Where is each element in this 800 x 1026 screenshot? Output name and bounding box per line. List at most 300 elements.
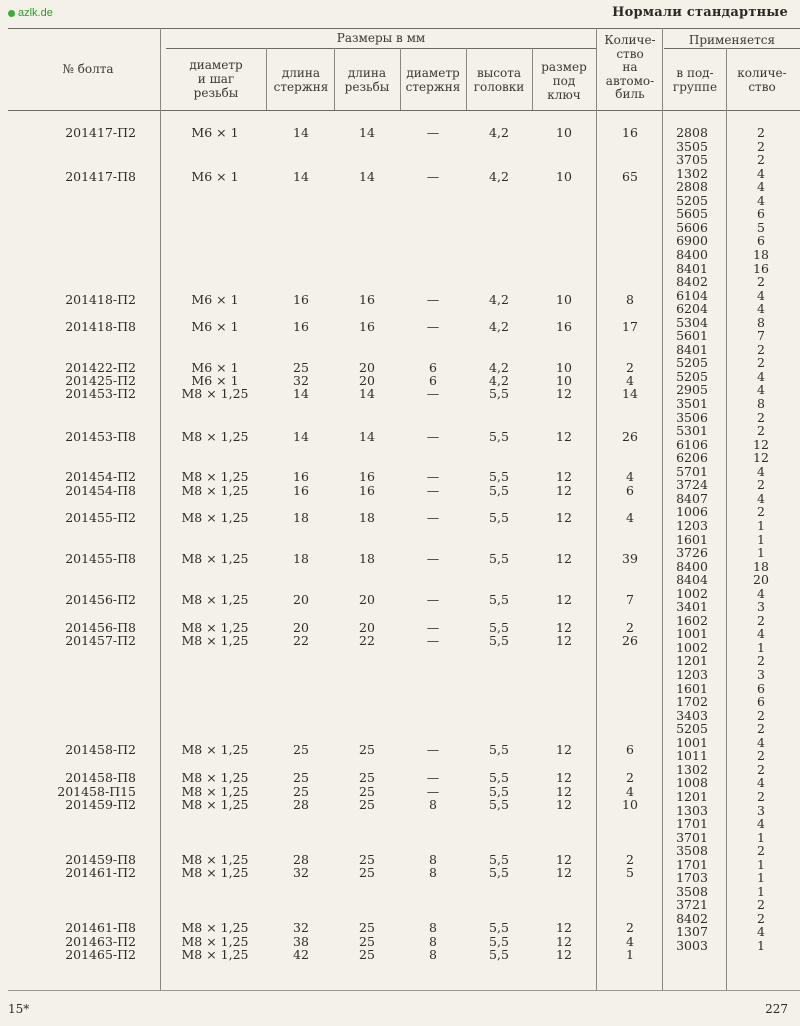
bolt-number: 201461-П8 bbox=[65, 920, 136, 935]
shank-diameter: 8 bbox=[429, 947, 437, 962]
shank-length: 14 bbox=[293, 429, 309, 444]
qty-per-car: 2 bbox=[626, 920, 634, 935]
thread-size: М8 × 1,25 bbox=[181, 770, 249, 785]
header-line: количе- bbox=[737, 66, 787, 80]
subgroup-code: 1006 bbox=[676, 504, 708, 520]
subgroup-quantity: 16 bbox=[753, 260, 769, 276]
header-line: ключ bbox=[547, 88, 581, 102]
header-line: и шаг bbox=[197, 72, 235, 86]
qty-per-car: 6 bbox=[626, 483, 634, 498]
column-divider bbox=[266, 48, 267, 110]
subgroup-code: 3721 bbox=[676, 897, 708, 913]
thread-size: М8 × 1,25 bbox=[181, 551, 249, 566]
subgroup-quantity: 4 bbox=[757, 734, 765, 750]
subgroup-quantity: 2 bbox=[757, 897, 765, 913]
bolt-number: 201461-П2 bbox=[65, 865, 136, 880]
shank-length: 18 bbox=[293, 551, 309, 566]
shank-length: 28 bbox=[293, 797, 309, 812]
subgroup-quantity: 4 bbox=[757, 165, 765, 181]
subgroup-quantity: 2 bbox=[757, 355, 765, 371]
subgroup-quantity: 1 bbox=[757, 517, 765, 533]
bolt-number: 201417-П8 bbox=[65, 169, 136, 184]
subgroup-code: 1203 bbox=[676, 517, 708, 533]
subgroup-code: 3508 bbox=[676, 883, 708, 899]
subgroup-quantity: 2 bbox=[757, 707, 765, 723]
header-thread-length bbox=[334, 66, 400, 94]
header-line: на bbox=[622, 60, 638, 74]
header-line: стержня bbox=[273, 80, 329, 94]
subgroup-code: 8401 bbox=[676, 341, 708, 357]
subgroup-quantity: 3 bbox=[757, 599, 765, 615]
head-height: 5,5 bbox=[489, 386, 509, 401]
subgroup-quantity: 8 bbox=[757, 396, 765, 411]
subgroup-quantity: 2 bbox=[757, 788, 765, 804]
shank-diameter: 8 bbox=[429, 865, 437, 880]
bolt-number: 201454-П2 bbox=[65, 469, 136, 484]
header-line: головки bbox=[473, 80, 525, 94]
shank-length: 18 bbox=[293, 510, 309, 525]
key-size: 12 bbox=[556, 852, 572, 867]
bolt-number: 201455-П2 bbox=[65, 510, 136, 525]
bolt-number: 201417-П2 bbox=[65, 125, 136, 140]
subgroup-quantity: 8 bbox=[757, 314, 765, 330]
thread-size: М6 × 1 bbox=[191, 319, 239, 334]
thread-size: М6 × 1 bbox=[191, 292, 239, 307]
subgroup-quantity: 6 bbox=[757, 694, 765, 710]
subgroup-code: 1302 bbox=[676, 165, 708, 181]
shank-length: 20 bbox=[293, 620, 309, 635]
qty-per-car: 17 bbox=[622, 319, 638, 334]
head-height: 5,5 bbox=[489, 620, 509, 635]
subgroup-quantity: 12 bbox=[753, 450, 769, 466]
thread-size: М6 × 1 bbox=[191, 360, 239, 375]
shank-diameter: — bbox=[426, 592, 440, 607]
subgroup-quantity: 2 bbox=[757, 748, 765, 764]
page-number: 227 bbox=[765, 1002, 788, 1016]
bolt-number: 201458-П15 bbox=[57, 784, 136, 799]
subgroup-quantity: 5 bbox=[757, 219, 765, 235]
thread-length: 25 bbox=[359, 742, 375, 757]
shank-diameter: — bbox=[426, 742, 440, 757]
qty-per-car: 26 bbox=[622, 633, 638, 648]
subgroup-quantity: 4 bbox=[757, 924, 765, 940]
thread-size: М8 × 1,25 bbox=[181, 510, 249, 525]
thread-size: М6 × 1 bbox=[191, 373, 239, 388]
qty-per-car: 2 bbox=[626, 360, 634, 375]
header-line: группе bbox=[672, 80, 718, 94]
subgroup-code: 1001 bbox=[676, 626, 708, 642]
qty-per-car: 2 bbox=[626, 770, 634, 785]
subgroup-quantity: 1 bbox=[757, 545, 765, 561]
bolt-number: 201458-П2 bbox=[65, 742, 136, 757]
thread-size: М8 × 1,25 bbox=[181, 920, 249, 935]
thread-size: М8 × 1,25 bbox=[181, 469, 249, 484]
shank-diameter: — bbox=[426, 429, 440, 444]
subgroup-quantity: 2 bbox=[757, 341, 765, 357]
subgroup-code: 8400 bbox=[676, 246, 708, 262]
subgroup-code: 3401 bbox=[676, 599, 708, 615]
thread-length: 18 bbox=[359, 551, 375, 566]
header-shank-length bbox=[268, 66, 334, 94]
thread-length: 18 bbox=[359, 510, 375, 525]
subgroup-code: 1303 bbox=[676, 802, 708, 818]
header-line: размер bbox=[541, 60, 587, 74]
subgroup-code: 1702 bbox=[676, 694, 708, 710]
header-line: биль bbox=[615, 87, 645, 101]
subgroup-code: 3726 bbox=[676, 545, 708, 561]
shank-length: 42 bbox=[293, 947, 309, 962]
shank-diameter: 8 bbox=[429, 934, 437, 949]
key-size: 12 bbox=[556, 510, 572, 525]
shank-length: 38 bbox=[293, 934, 309, 949]
shank-diameter: 6 bbox=[429, 360, 437, 375]
key-size: 12 bbox=[556, 784, 572, 799]
shank-length: 25 bbox=[293, 742, 309, 757]
qty-per-car: 7 bbox=[626, 592, 634, 607]
subgroup-code: 5205 bbox=[676, 355, 708, 371]
shank-length: 32 bbox=[293, 865, 309, 880]
header-qty-per-car bbox=[598, 34, 662, 102]
header-line: ство bbox=[616, 46, 644, 61]
thread-size: М8 × 1,25 bbox=[181, 797, 249, 812]
shank-diameter: — bbox=[426, 292, 440, 307]
subgroup-code: 8407 bbox=[676, 490, 708, 506]
subgroup-quantity: 6 bbox=[757, 206, 765, 222]
bolt-number: 201457-П2 bbox=[65, 633, 136, 648]
thread-size: М8 × 1,25 bbox=[181, 852, 249, 867]
shank-length: 28 bbox=[293, 852, 309, 867]
thread-size: М6 × 1 bbox=[191, 125, 239, 140]
subgroup-code: 5605 bbox=[676, 206, 708, 222]
key-size: 12 bbox=[556, 797, 572, 812]
key-size: 12 bbox=[556, 920, 572, 935]
thread-length: 25 bbox=[359, 797, 375, 812]
key-size: 12 bbox=[556, 386, 572, 401]
qty-per-car: 16 bbox=[622, 125, 638, 140]
head-height: 5,5 bbox=[489, 742, 509, 757]
head-height: 4,2 bbox=[489, 319, 509, 334]
thread-size: М8 × 1,25 bbox=[181, 784, 249, 799]
shank-diameter: — bbox=[426, 633, 440, 648]
thread-length: 22 bbox=[359, 633, 375, 648]
subgroup-code: 6106 bbox=[676, 436, 708, 452]
page-title: Нормали стандартные bbox=[612, 5, 788, 20]
subgroup-code: 1602 bbox=[676, 612, 708, 628]
header-shank-diameter bbox=[400, 66, 466, 94]
header-in-subgroup bbox=[664, 66, 726, 94]
shank-diameter: — bbox=[426, 510, 440, 525]
qty-per-car: 14 bbox=[622, 386, 638, 401]
subgroup-quantity: 1 bbox=[757, 870, 765, 886]
bolt-number: 201458-П8 bbox=[65, 770, 136, 785]
key-size: 12 bbox=[556, 469, 572, 484]
subgroup-quantity: 1 bbox=[757, 639, 765, 655]
key-size: 12 bbox=[556, 947, 572, 962]
column-divider bbox=[160, 28, 161, 990]
key-size: 16 bbox=[556, 319, 572, 334]
subgroup-quantity: 2 bbox=[757, 910, 765, 926]
subgroup-code: 1001 bbox=[676, 734, 708, 750]
subgroup-quantity: 2 bbox=[757, 761, 765, 777]
subgroup-code: 8404 bbox=[676, 572, 708, 588]
thread-size: М8 × 1,25 bbox=[181, 386, 249, 401]
thread-length: 25 bbox=[359, 920, 375, 935]
subgroup-code: 2808 bbox=[676, 125, 708, 140]
subgroup-quantity: 2 bbox=[757, 152, 765, 168]
subgroup-code: 5304 bbox=[676, 314, 708, 330]
head-height: 4,2 bbox=[489, 360, 509, 375]
thread-length: 14 bbox=[359, 386, 375, 401]
header-line: автомо- bbox=[605, 73, 655, 88]
subgroup-quantity: 6 bbox=[757, 233, 765, 249]
thread-size: М8 × 1,25 bbox=[181, 483, 249, 498]
shank-diameter: — bbox=[426, 169, 440, 184]
qty-per-car: 2 bbox=[626, 620, 634, 635]
shank-diameter: 6 bbox=[429, 373, 437, 388]
table-top-border bbox=[8, 28, 800, 29]
key-size: 10 bbox=[556, 373, 572, 388]
qty-per-car: 4 bbox=[626, 934, 634, 949]
subgroup-code: 3501 bbox=[676, 396, 708, 411]
applied-group-divider bbox=[664, 48, 800, 49]
qty-per-car: 65 bbox=[622, 169, 638, 184]
header-line: длина bbox=[281, 66, 321, 80]
subgroup-quantity: 6 bbox=[757, 680, 765, 696]
thread-size: М8 × 1,25 bbox=[181, 742, 249, 757]
key-size: 12 bbox=[556, 429, 572, 444]
key-size: 12 bbox=[556, 865, 572, 880]
thread-length: 16 bbox=[359, 483, 375, 498]
subgroup-quantity: 1 bbox=[757, 531, 765, 547]
head-height: 5,5 bbox=[489, 483, 509, 498]
subgroup-quantity: 7 bbox=[757, 328, 765, 344]
subgroup-quantity: 18 bbox=[753, 558, 769, 574]
shank-diameter: — bbox=[426, 483, 440, 498]
subgroup-quantity: 4 bbox=[757, 463, 765, 479]
header-head-height bbox=[466, 66, 532, 94]
qty-per-car: 6 bbox=[626, 742, 634, 757]
subgroup-quantity: 3 bbox=[757, 667, 765, 682]
subgroup-code: 5606 bbox=[676, 219, 708, 235]
shank-diameter: — bbox=[426, 386, 440, 401]
header-line: под bbox=[552, 74, 576, 88]
bolt-number: 201465-П2 bbox=[65, 947, 136, 962]
subgroup-code: 1011 bbox=[676, 748, 708, 764]
subgroup-quantity: 2 bbox=[757, 653, 765, 669]
head-height: 5,5 bbox=[489, 469, 509, 484]
head-height: 4,2 bbox=[489, 373, 509, 388]
subgroup-code: 5205 bbox=[676, 721, 708, 737]
head-height: 5,5 bbox=[489, 633, 509, 648]
shank-diameter: — bbox=[426, 319, 440, 334]
subgroup-quantity: 2 bbox=[757, 477, 765, 493]
thread-length: 25 bbox=[359, 865, 375, 880]
bolt-number: 201453-П2 bbox=[65, 386, 136, 401]
subgroup-quantity: 20 bbox=[753, 572, 769, 588]
thread-length: 25 bbox=[359, 784, 375, 799]
bolt-number: 201425-П2 bbox=[65, 373, 136, 388]
subgroup-code: 1201 bbox=[676, 653, 708, 669]
header-line: высота bbox=[476, 66, 522, 80]
subgroup-code: 1701 bbox=[676, 856, 708, 872]
key-size: 12 bbox=[556, 770, 572, 785]
subgroup-code: 3724 bbox=[676, 477, 708, 493]
head-height: 5,5 bbox=[489, 510, 509, 525]
subgroup-code: 1701 bbox=[676, 816, 708, 832]
qty-per-car: 2 bbox=[626, 852, 634, 867]
header-bottom-border bbox=[8, 110, 800, 111]
subgroup-quantity: 2 bbox=[757, 274, 765, 290]
subgroup-quantity: 2 bbox=[757, 843, 765, 859]
shank-length: 16 bbox=[293, 319, 309, 334]
subgroup-code: 1002 bbox=[676, 585, 708, 601]
qty-per-car: 39 bbox=[622, 551, 638, 566]
subgroup-code: 1601 bbox=[676, 680, 708, 696]
bolt-number: 201456-П8 bbox=[65, 620, 136, 635]
thread-length: 20 bbox=[359, 620, 375, 635]
shank-length: 25 bbox=[293, 360, 309, 375]
head-height: 5,5 bbox=[489, 852, 509, 867]
thread-size: М8 × 1,25 bbox=[181, 429, 249, 444]
subgroup-quantity: 3 bbox=[757, 802, 765, 818]
subgroup-quantity: 4 bbox=[757, 287, 765, 303]
qty-per-car: 4 bbox=[626, 510, 634, 525]
head-height: 4,2 bbox=[489, 292, 509, 307]
key-size: 12 bbox=[556, 483, 572, 498]
subgroup-code: 1002 bbox=[676, 639, 708, 655]
thread-length: 16 bbox=[359, 469, 375, 484]
subgroup-code: 3403 bbox=[676, 707, 708, 723]
thread-size: М8 × 1,25 bbox=[181, 633, 249, 648]
subgroup-code: 3705 bbox=[676, 152, 708, 168]
shank-length: 22 bbox=[293, 633, 309, 648]
subgroup-quantity: 4 bbox=[757, 816, 765, 832]
thread-size: М6 × 1 bbox=[191, 169, 239, 184]
header-line: ство bbox=[748, 80, 776, 94]
thread-length: 25 bbox=[359, 947, 375, 962]
key-size: 10 bbox=[556, 169, 572, 184]
table-bottom-border bbox=[8, 990, 800, 991]
thread-size: М8 × 1,25 bbox=[181, 620, 249, 635]
key-size: 12 bbox=[556, 620, 572, 635]
subgroup-code: 3505 bbox=[676, 138, 708, 154]
thread-length: 20 bbox=[359, 360, 375, 375]
thread-size: М8 × 1,25 bbox=[181, 934, 249, 949]
subgroup-quantity: 2 bbox=[757, 409, 765, 425]
shank-diameter: 8 bbox=[429, 920, 437, 935]
subgroup-quantity: 2 bbox=[757, 423, 765, 439]
head-height: 5,5 bbox=[489, 865, 509, 880]
shank-length: 16 bbox=[293, 469, 309, 484]
key-size: 10 bbox=[556, 292, 572, 307]
subgroup-quantity: 2 bbox=[757, 612, 765, 628]
bolt-number: 201459-П8 bbox=[65, 852, 136, 867]
subgroup-quantity: 4 bbox=[757, 382, 765, 398]
subgroup-code: 6204 bbox=[676, 301, 708, 317]
bolt-number: 201455-П8 bbox=[65, 551, 136, 566]
key-size: 10 bbox=[556, 360, 572, 375]
shank-length: 20 bbox=[293, 592, 309, 607]
key-size: 12 bbox=[556, 633, 572, 648]
head-height: 5,5 bbox=[489, 920, 509, 935]
subgroup-quantity: 4 bbox=[757, 490, 765, 506]
head-height: 5,5 bbox=[489, 592, 509, 607]
subgroup-code: 8402 bbox=[676, 910, 708, 926]
bolt-number: 201456-П2 bbox=[65, 592, 136, 607]
subgroup-code: 5205 bbox=[676, 192, 708, 208]
shank-length: 32 bbox=[293, 373, 309, 388]
subgroup-code: 8400 bbox=[676, 558, 708, 574]
head-height: 5,5 bbox=[489, 770, 509, 785]
subgroup-code: 5601 bbox=[676, 328, 708, 344]
thread-length: 14 bbox=[359, 125, 375, 140]
subgroup-code: 1307 bbox=[676, 924, 708, 940]
shank-length: 25 bbox=[293, 784, 309, 799]
key-size: 10 bbox=[556, 125, 572, 140]
header-line: резьбы bbox=[344, 80, 390, 94]
site-watermark bbox=[8, 7, 53, 19]
subgroup-quantity: 4 bbox=[757, 192, 765, 208]
qty-per-car: 5 bbox=[626, 865, 634, 880]
subgroup-quantity: 2 bbox=[757, 138, 765, 154]
shank-diameter: — bbox=[426, 551, 440, 566]
thread-length: 20 bbox=[359, 592, 375, 607]
subgroup-code: 5205 bbox=[676, 368, 708, 384]
subgroup-code: 8402 bbox=[676, 274, 708, 290]
shank-diameter: — bbox=[426, 770, 440, 785]
head-height: 4,2 bbox=[489, 169, 509, 184]
qty-per-car: 1 bbox=[626, 947, 634, 962]
head-height: 5,5 bbox=[489, 784, 509, 799]
subgroup-code: 2808 bbox=[676, 179, 708, 195]
subgroup-code: 5301 bbox=[676, 423, 708, 439]
thread-length: 25 bbox=[359, 852, 375, 867]
subgroup-quantity: 18 bbox=[753, 246, 769, 262]
shank-length: 14 bbox=[293, 169, 309, 184]
qty-per-car: 26 bbox=[622, 429, 638, 444]
subgroup-code: 3003 bbox=[676, 938, 708, 953]
subgroup-code: 6104 bbox=[676, 287, 708, 303]
header-bolt-no: № болта bbox=[62, 62, 114, 76]
header-applied-group: Применяется bbox=[688, 33, 776, 47]
shank-diameter: — bbox=[426, 125, 440, 140]
bolt-number: 201418-П2 bbox=[65, 292, 136, 307]
header-line: длина bbox=[347, 66, 387, 80]
subgroup-code: 8401 bbox=[676, 260, 708, 276]
header-sizes-group: Размеры в мм bbox=[336, 31, 426, 45]
shank-diameter: — bbox=[426, 784, 440, 799]
shank-diameter: — bbox=[426, 469, 440, 484]
shank-diameter: — bbox=[426, 620, 440, 635]
shank-diameter: 8 bbox=[429, 797, 437, 812]
thread-size: М8 × 1,25 bbox=[181, 865, 249, 880]
footer-signature-mark: 15* bbox=[8, 1002, 30, 1016]
subgroup-code: 3701 bbox=[676, 829, 708, 845]
subgroup-code: 2905 bbox=[676, 382, 708, 398]
subgroup-code: 1203 bbox=[676, 667, 708, 682]
subgroup-quantity: 4 bbox=[757, 179, 765, 195]
subgroup-code: 3508 bbox=[676, 843, 708, 859]
subgroup-quantity: 2 bbox=[757, 504, 765, 520]
head-height: 4,2 bbox=[489, 125, 509, 140]
head-height: 5,5 bbox=[489, 551, 509, 566]
header-line: диаметр bbox=[189, 58, 243, 72]
bolt-number: 201418-П8 bbox=[65, 319, 136, 334]
site-name: azlk.de bbox=[18, 7, 53, 19]
header-line: резьбы bbox=[193, 86, 239, 100]
header-line: в под- bbox=[676, 66, 714, 80]
site-logo-icon bbox=[8, 10, 15, 17]
